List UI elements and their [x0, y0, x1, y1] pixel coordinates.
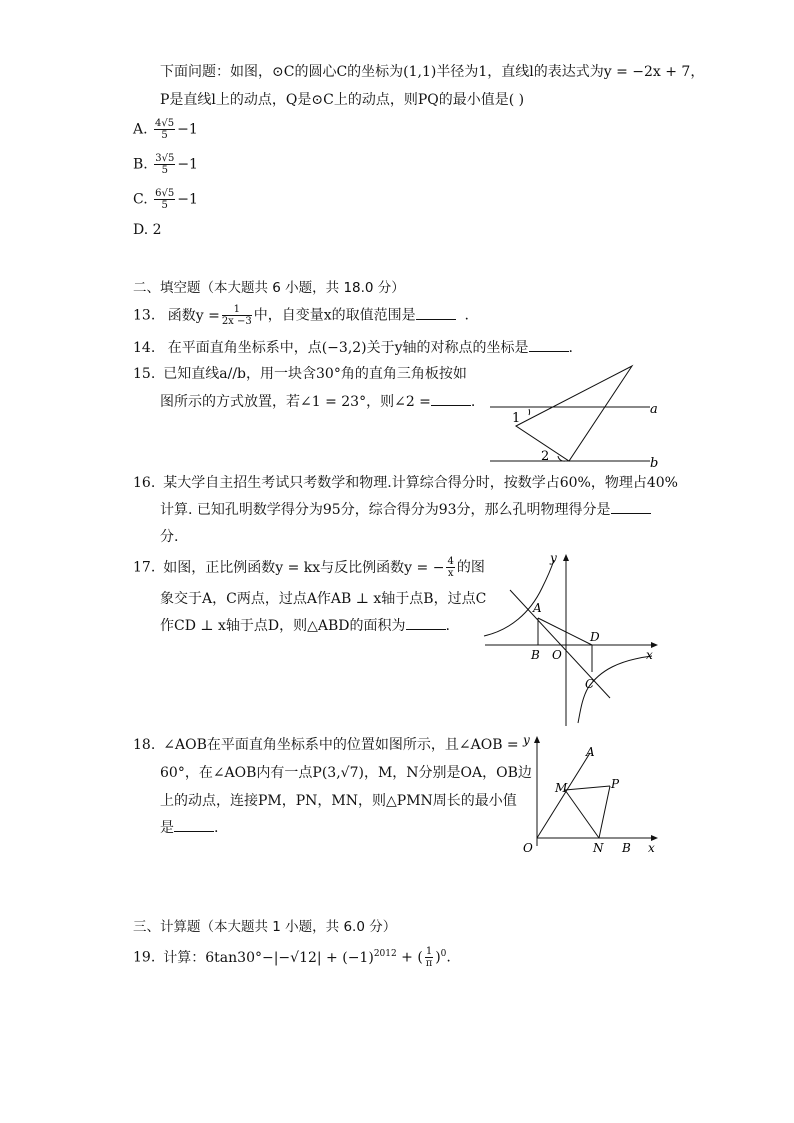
parallel-lines-figure [485, 360, 665, 475]
segment-PN [599, 786, 610, 838]
label-M: M [555, 781, 568, 795]
question-16-line-3: 分. [160, 529, 179, 545]
y-axis-arrow [563, 554, 569, 561]
label-A: A [533, 601, 542, 615]
question-15: 15. 已知直线a//b，用一块含30°角的直角三角板按如 [133, 366, 467, 382]
hyperbola-upper-left [484, 560, 554, 636]
angle-aob-figure [515, 728, 665, 858]
option-a: A. $\frac{4√5}{5}$ −1 [133, 118, 198, 141]
label-P: P [611, 777, 620, 791]
question-13: 13. 函数y = $\frac{1}{2x -3}$ 中，自变量x的取值范围是 . [133, 304, 469, 327]
section-3-title: 三、计算题（本大题共 1 小题，共 6.0 分） [133, 919, 397, 935]
question-line-2: P是直线l上的动点，Q是⊙C上的动点，则PQ的最小值是( ) [160, 92, 525, 108]
question-17-line-2: 象交于A，C两点，过点A作AB ⊥ x轴于点B，过点C [160, 591, 487, 607]
label-1: 1 [512, 411, 521, 426]
question-16: 16. 某大学自主招生考试只考数学和物理.计算综合得分时，按数学占60%，物理占40% [133, 475, 678, 491]
question-17: 17. 如图，正比例函数y = kx与反比例函数y = − $\frac{4}{x}$ 的图 [133, 556, 485, 579]
label-A: A [586, 745, 595, 759]
segment-MN [565, 790, 599, 838]
question-16-line-2: 计算. 已知孔明数学得分为95分，综合得分为93分，那么孔明物理得分是 [160, 499, 651, 519]
label-b: b [650, 456, 659, 471]
answer-blank [611, 501, 651, 514]
label-C: C [585, 677, 595, 691]
question-17-line-3: 作CD ⊥ x轴于点D，则△ABD的面积为 . [160, 618, 450, 634]
label-2: 2 [541, 449, 550, 464]
label-y: y [550, 551, 557, 565]
option-d: D. 2 [133, 222, 162, 238]
answer-blank [406, 617, 446, 630]
question-18-line-4: 是 . [160, 820, 219, 836]
question-18-line-3: 上的动点，连接PM，PN，MN，则△PMN周长的最小值 [160, 793, 517, 809]
answer-blank [174, 819, 214, 832]
answer-blank [529, 339, 569, 352]
option-b: B. $\frac{3√5}{5}$ −1 [133, 153, 198, 176]
label-O: O [552, 648, 562, 662]
label-O: O [523, 841, 533, 855]
line-y-kx [510, 590, 610, 698]
question-18-line-2: 60°，在∠AOB内有一点P(3,√7)，M，N分别是OA，OB边 [160, 765, 532, 781]
function-graph-figure [480, 548, 670, 728]
label-y: y [523, 733, 530, 747]
section-2-title: 二、填空题（本大题共 6 小题，共 18.0 分） [133, 280, 405, 296]
label-B: B [531, 648, 540, 662]
angle-2-arc [558, 456, 565, 461]
y-axis-arrow [534, 736, 540, 743]
question-line-1: 下面问题：如图，⊙C的圆心C的坐标为(1,1)半径为1，直线l的表达式为y = −2x + 7， [160, 64, 705, 80]
answer-blank [416, 307, 456, 320]
label-a: a [650, 402, 658, 417]
question-19: 19. 计算：$6\tan 30^\circ-|-√12| + (-1)^{2012}$ + ( $\frac{1}{\pi}$ )$^0$. [133, 946, 451, 969]
question-14: 14. 在平面直角坐标系中，点(−3,2)关于y轴的对称点的坐标是 . [133, 340, 573, 356]
triangle-ruler [516, 366, 632, 461]
segment-MP [565, 786, 610, 790]
label-x: x [646, 648, 653, 662]
answer-blank [431, 393, 471, 406]
label-D: D [590, 630, 600, 644]
label-B: B [622, 841, 631, 855]
angle-1-arc [529, 409, 530, 415]
segment-AD [538, 618, 592, 645]
question-15-line-2: 图所示的方式放置，若∠1 = 23°，则∠2 = . [160, 394, 476, 410]
question-18: 18. ∠AOB在平面直角坐标系中的位置如图所示，且∠AOB = [133, 737, 519, 753]
label-x: x [648, 841, 655, 855]
ray-OA [537, 753, 590, 838]
label-N: N [593, 841, 604, 855]
option-c: C. $\frac{6√5}{5}$ −1 [133, 188, 198, 211]
